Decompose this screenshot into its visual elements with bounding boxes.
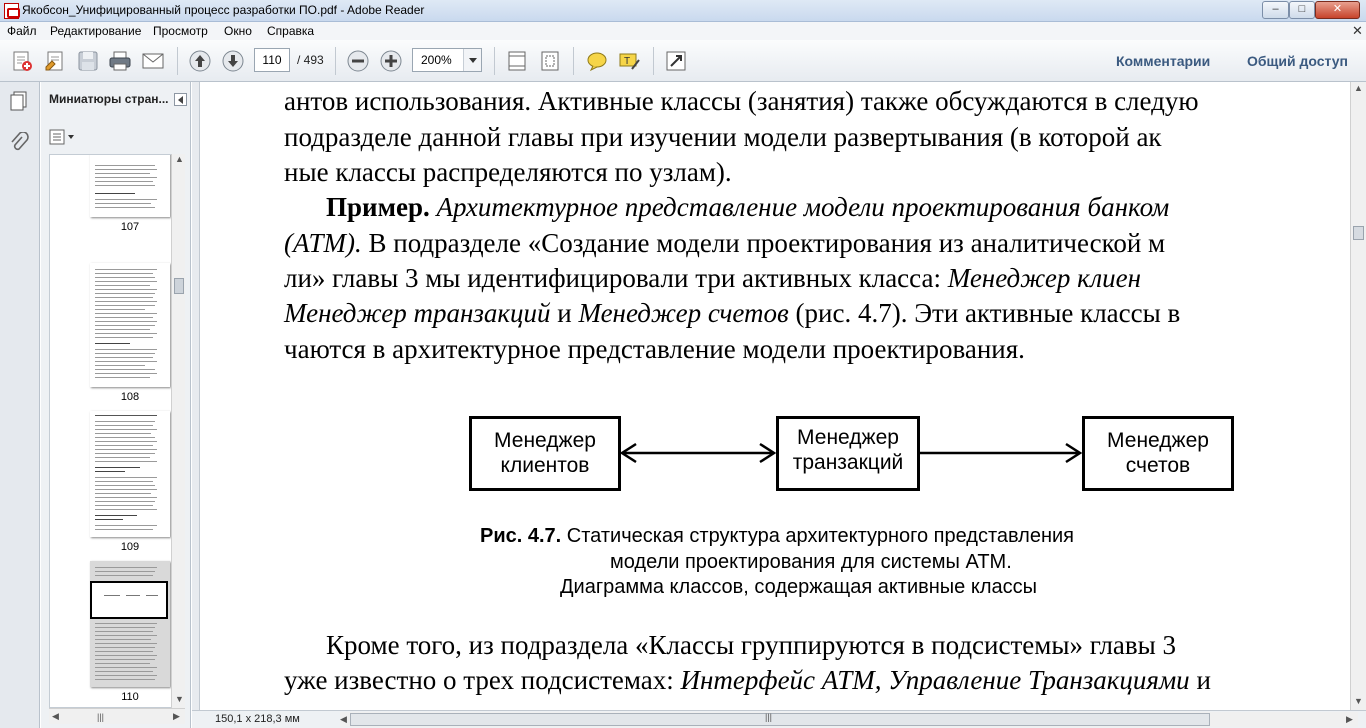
title-bar [0, 0, 1366, 22]
zoom-in-icon[interactable] [379, 49, 403, 73]
status-bar [192, 710, 1366, 728]
text-span: и [557, 298, 572, 328]
scroll-up-icon[interactable]: ▲ [175, 154, 184, 164]
svg-text:T: T [624, 56, 631, 67]
close-window-button[interactable]: ✕ [1315, 1, 1360, 19]
text-line: Кроме того, из подраздела «Классы группируются в подсистемы» главы 3 [326, 630, 1177, 660]
collapse-panel-icon[interactable] [174, 93, 187, 106]
text-line [284, 298, 1180, 329]
figure-caption-line: модели проектирования для системы ATM. [610, 551, 1012, 573]
attachments-icon[interactable] [8, 132, 30, 154]
zoom-select[interactable] [412, 48, 482, 72]
thumbnail-page-108[interactable] [90, 263, 170, 387]
scrollbar-thumb[interactable] [174, 278, 184, 294]
menu-help[interactable]: Справка [267, 24, 315, 38]
thumbnail-label: 110 [121, 691, 139, 703]
scroll-left-icon[interactable]: ◀ [52, 711, 59, 721]
toolbar-separator [335, 47, 336, 75]
text-span: В подразделе «Создание модели проектирования из аналитической м [368, 228, 1166, 258]
arrowhead-left [622, 444, 636, 462]
thumbnail-page-109[interactable] [90, 411, 170, 537]
navigation-rail [0, 82, 40, 728]
italic-term: (ATM). [284, 228, 362, 258]
arrowhead-right [760, 444, 774, 462]
figure-caption-line: Диаграмма классов, содержащая активные классы [560, 576, 1038, 598]
previous-page-icon[interactable] [188, 49, 212, 73]
text-span: (рис. 4.7). Эти активные классы в [795, 298, 1181, 328]
create-pdf-icon[interactable] [10, 49, 34, 73]
thumbnails-list[interactable] [49, 154, 181, 708]
email-icon[interactable] [141, 49, 165, 73]
toolbar-separator [494, 47, 495, 75]
print-icon[interactable] [108, 49, 132, 73]
fit-width-icon[interactable] [505, 49, 529, 73]
italic-term: Интерфейс ATM, [680, 665, 882, 695]
full-screen-icon[interactable] [664, 49, 688, 73]
scrollbar-grip[interactable]: ||| [97, 712, 105, 722]
class-name-line: Менеджер [797, 426, 899, 449]
toolbar-separator [177, 47, 178, 75]
panel-splitter[interactable] [192, 82, 200, 710]
thumbnail-label: 109 [120, 541, 140, 553]
text-line [284, 665, 1211, 696]
italic-term: Менеджер счетов [578, 298, 789, 328]
share-link[interactable]: Общий доступ [1247, 53, 1348, 69]
thumbnail-options-icon[interactable] [49, 129, 77, 145]
next-page-icon[interactable] [221, 49, 245, 73]
text-line [284, 228, 1165, 259]
class-name-line: счетов [1125, 454, 1191, 477]
text-line [326, 192, 1169, 223]
scroll-up-icon[interactable]: ▲ [1354, 83, 1363, 93]
maximize-button[interactable]: □ [1289, 1, 1315, 19]
highlight-text-icon[interactable] [617, 49, 641, 73]
zoom-value: 200% [421, 53, 452, 67]
italic-term: Управление Транзакциями [888, 665, 1190, 695]
menu-window[interactable]: Окно [224, 24, 252, 38]
toolbar-separator [653, 47, 654, 75]
comments-link[interactable]: Комментарии [1116, 53, 1211, 69]
panel-title: Миниатюры стран... [49, 92, 169, 106]
class-name-line: клиентов [500, 454, 590, 477]
page-dimensions: 150,1 x 218,3 мм [215, 713, 300, 725]
menu-view[interactable]: Просмотр [153, 24, 208, 38]
scrollbar-grip[interactable]: ||| [765, 712, 773, 722]
example-label: Пример. [326, 192, 430, 222]
caption-text: Статическая структура архитектурного представления [566, 525, 1075, 547]
text-span: и [1196, 665, 1211, 695]
text-span: ли» главы 3 мы идентифицировали три активных класса: [284, 263, 941, 293]
text-line [284, 263, 1141, 294]
figure-caption-line [480, 525, 1074, 548]
page-total-label: / 493 [297, 53, 324, 67]
figure-label: Рис. 4.7. [480, 525, 562, 547]
thumbnails-hscrollbar[interactable] [49, 708, 185, 724]
thumbnail-page-110-current[interactable] [90, 561, 170, 687]
text-line: чаются в архитектурное представление модели проектирования. [284, 334, 1025, 364]
italic-term: Менеджер клиен [947, 263, 1141, 293]
document-hscrollbar[interactable] [340, 712, 1358, 727]
toolbar-separator [573, 47, 574, 75]
fit-page-icon[interactable] [538, 49, 562, 73]
menu-file[interactable]: Файл [7, 24, 37, 38]
comment-note-icon[interactable] [585, 49, 609, 73]
chevron-down-icon[interactable] [463, 49, 481, 71]
arrowhead-right [1066, 444, 1080, 462]
class-name-line: транзакций [792, 451, 904, 474]
class-box-client-manager [469, 416, 621, 491]
text-line: ные классы распределяются по узлам). [284, 157, 732, 187]
adobe-reader-icon [4, 3, 19, 19]
page-thumbnails-icon[interactable] [8, 90, 30, 112]
thumbnails-panel [41, 82, 191, 728]
save-icon[interactable] [76, 49, 100, 73]
thumbnail-label: 108 [120, 391, 140, 403]
scroll-right-icon[interactable]: ▶ [1346, 714, 1353, 724]
class-box-transaction-manager [776, 416, 920, 491]
scrollbar-thumb[interactable] [350, 713, 1210, 726]
class-name-line: Менеджер [494, 429, 596, 452]
text-line: подразделе данной главы при изучении модели развертывания (в которой ак [284, 122, 1162, 152]
edit-pdf-icon[interactable] [43, 49, 67, 73]
page-number-input[interactable]: 110 [254, 48, 290, 72]
scroll-left-icon[interactable]: ◀ [340, 714, 347, 724]
italic-term: Менеджер транзакций [284, 298, 551, 328]
thumbnails-scrollbar[interactable] [171, 154, 185, 708]
class-name-line: Менеджер [1107, 429, 1209, 452]
document-scrollbar[interactable] [1350, 82, 1366, 710]
scrollbar-thumb[interactable] [1353, 226, 1364, 240]
document-view[interactable] [192, 82, 1350, 710]
text-span: уже известно о трех подсистемах: [284, 665, 674, 695]
minimize-button[interactable]: – [1262, 1, 1289, 19]
window-title: Якобсон_Унифицированный процесс разработки ПО.pdf - Adobe Reader [22, 3, 425, 17]
thumbnail-label: 107 [120, 221, 140, 233]
class-box-account-manager [1082, 416, 1234, 491]
thumbnail-page-107[interactable] [90, 154, 170, 217]
scroll-down-icon[interactable]: ▼ [1354, 696, 1363, 706]
text-line: антов использования. Активные классы (занятия) также обсуждаются в следую [284, 86, 1199, 116]
menu-bar [0, 22, 1366, 40]
zoom-out-icon[interactable] [346, 49, 370, 73]
example-title: Архитектурное представление модели проектирования банком [436, 192, 1170, 222]
scroll-down-icon[interactable]: ▼ [175, 694, 184, 704]
menu-edit[interactable]: Редактирование [50, 24, 142, 38]
scroll-right-icon[interactable]: ▶ [173, 711, 180, 721]
close-document-icon[interactable]: ✕ [1352, 23, 1363, 38]
